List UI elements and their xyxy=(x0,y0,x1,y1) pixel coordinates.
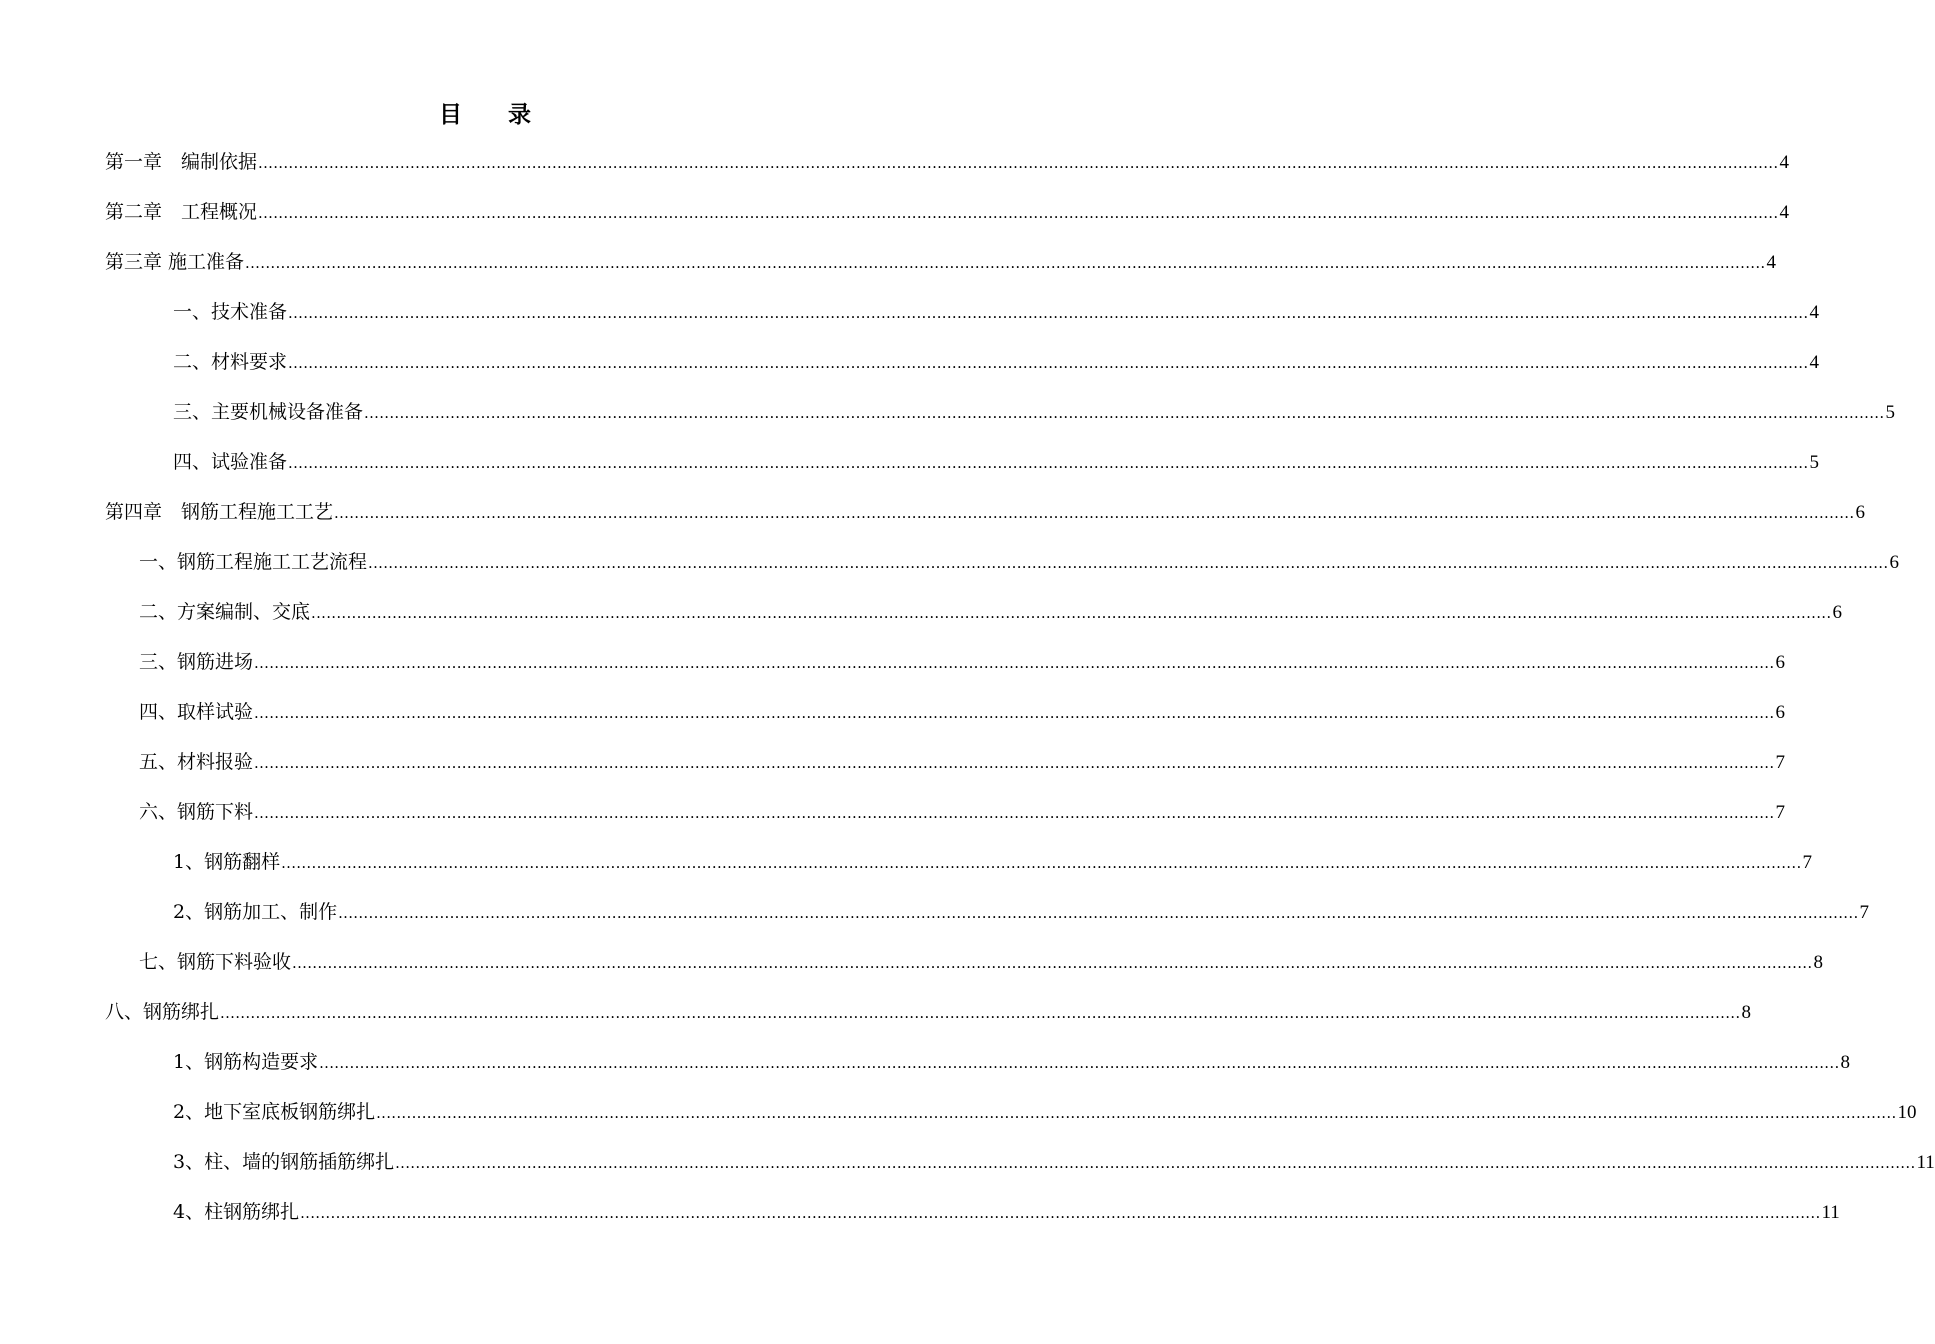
toc-entry[interactable] xyxy=(139,947,1823,977)
toc-entry[interactable] xyxy=(139,747,1785,777)
toc-entry[interactable] xyxy=(139,597,1842,627)
toc-page-number: 4 xyxy=(1779,152,1789,173)
toc-entry-text: 二、材料要求 xyxy=(173,351,288,373)
toc-entry[interactable] xyxy=(105,197,1789,227)
toc-entry-text: 四、试验准备 xyxy=(173,451,288,473)
toc-entry[interactable] xyxy=(173,1197,1840,1227)
toc-dot-leader: ............................................................................................................................................................................................................................................................................................................ xyxy=(254,704,1775,722)
toc-dot-leader: ............................................................................................................................................................................................................................................................................................................ xyxy=(376,1104,1897,1122)
toc-dot-leader: ............................................................................................................................................................................................................................................................................................................ xyxy=(258,154,1779,172)
toc-entry[interactable] xyxy=(173,447,1819,477)
toc-entry[interactable] xyxy=(139,797,1785,827)
toc-dot-leader: ............................................................................................................................................................................................................................................................................................................ xyxy=(334,504,1855,522)
toc-page-number: 7 xyxy=(1859,902,1870,923)
toc-entry-text: 第四章 钢筋工程施工工艺 xyxy=(105,501,334,523)
toc-page-number: 6 xyxy=(1775,652,1785,673)
toc-dot-leader: ............................................................................................................................................................................................................................................................................................................ xyxy=(245,254,1766,272)
toc-entry[interactable] xyxy=(173,1147,1935,1177)
toc-entry[interactable] xyxy=(173,1047,1851,1077)
toc-page-number: 4 xyxy=(1766,252,1776,273)
toc-page-number: 6 xyxy=(1855,502,1865,523)
toc-entry[interactable] xyxy=(173,847,1813,877)
toc-page-number: 8 xyxy=(1840,1052,1851,1073)
toc-page-number: 5 xyxy=(1885,402,1895,423)
toc-entry[interactable] xyxy=(173,1097,1917,1127)
toc-entry-text: 第二章 工程概况 xyxy=(105,201,258,223)
toc-entry-text: 3、柱、墙的钢筋插筋绑扎 xyxy=(173,1151,395,1173)
toc-dot-leader: ............................................................................................................................................................................................................................................................................................................ xyxy=(300,1204,1821,1222)
toc-page-number: 10 xyxy=(1897,1102,1917,1123)
toc-entry[interactable] xyxy=(105,247,1776,277)
toc-page-number: 6 xyxy=(1832,602,1842,623)
toc-dot-leader: ............................................................................................................................................................................................................................................................................................................ xyxy=(319,1054,1840,1072)
toc-entry-text: 一、技术准备 xyxy=(173,301,288,323)
toc-page-number: 7 xyxy=(1775,752,1785,773)
toc-page-number: 4 xyxy=(1809,302,1819,323)
toc-page-number: 6 xyxy=(1775,702,1785,723)
toc-page-number: 11 xyxy=(1821,1202,1840,1223)
toc-entry-text: 第三章 施工准备 xyxy=(105,251,245,273)
toc-dot-leader: ............................................................................................................................................................................................................................................................................................................ xyxy=(254,654,1775,672)
toc-page-number: 4 xyxy=(1809,352,1819,373)
toc-dot-leader: ............................................................................................................................................................................................................................................................................................................ xyxy=(364,404,1885,422)
toc-entry-text: 1、钢筋构造要求 xyxy=(173,1051,319,1073)
toc-entry-text: 八、钢筋绑扎 xyxy=(105,1001,220,1023)
toc-page-number: 8 xyxy=(1741,1002,1751,1023)
toc-entry-text: 五、材料报验 xyxy=(139,751,254,773)
toc-entry-text: 1、钢筋翻样 xyxy=(173,851,281,873)
toc-entry[interactable] xyxy=(173,347,1819,377)
toc-dot-leader: ............................................................................................................................................................................................................................................................................................................ xyxy=(395,1154,1916,1172)
toc-entry[interactable] xyxy=(105,997,1751,1027)
toc-entry-text: 七、钢筋下料验收 xyxy=(139,951,292,973)
toc-entry[interactable] xyxy=(105,147,1789,177)
toc-entry[interactable] xyxy=(139,547,1899,577)
toc-entry[interactable] xyxy=(173,897,1870,927)
toc-dot-leader: ............................................................................................................................................................................................................................................................................................................ xyxy=(254,804,1775,822)
toc-dot-leader: ............................................................................................................................................................................................................................................................................................................ xyxy=(220,1004,1741,1022)
toc-dot-leader: ............................................................................................................................................................................................................................................................................................................ xyxy=(288,454,1809,472)
toc-entry-text: 三、钢筋进场 xyxy=(139,651,254,673)
toc-page-number: 11 xyxy=(1916,1152,1935,1173)
toc-entry[interactable] xyxy=(139,647,1785,677)
toc-entry-text: 第一章 编制依据 xyxy=(105,151,258,173)
toc-dot-leader: ............................................................................................................................................................................................................................................................................................................ xyxy=(368,554,1889,572)
toc-dot-leader: ............................................................................................................................................................................................................................................................................................................ xyxy=(338,904,1859,922)
toc-entry-text: 四、取样试验 xyxy=(139,701,254,723)
toc-page-number: 6 xyxy=(1889,552,1899,573)
toc-entry[interactable] xyxy=(173,297,1819,327)
toc-entry-text: 一、钢筋工程施工工艺流程 xyxy=(139,551,368,573)
toc-entry[interactable] xyxy=(173,397,1895,427)
toc-page-number: 7 xyxy=(1802,852,1813,873)
toc-dot-leader: ............................................................................................................................................................................................................................................................................................................ xyxy=(288,354,1809,372)
toc-title: 目 录 xyxy=(439,101,531,128)
toc-entry-text: 2、钢筋加工、制作 xyxy=(173,901,338,923)
toc-entry-text: 2、地下室底板钢筋绑扎 xyxy=(173,1101,376,1123)
toc-page-number: 4 xyxy=(1779,202,1789,223)
toc-entry[interactable] xyxy=(139,697,1785,727)
toc-page-number: 5 xyxy=(1809,452,1819,473)
toc-page-number: 8 xyxy=(1813,952,1823,973)
toc-dot-leader: ............................................................................................................................................................................................................................................................................................................ xyxy=(254,754,1775,772)
toc-dot-leader: ............................................................................................................................................................................................................................................................................................................ xyxy=(288,304,1809,322)
toc-dot-leader: ............................................................................................................................................................................................................................................................................................................ xyxy=(258,204,1779,222)
toc-entry-text: 三、主要机械设备准备 xyxy=(173,401,364,423)
toc-page-number: 7 xyxy=(1775,802,1785,823)
toc-entry-text: 二、方案编制、交底 xyxy=(139,601,311,623)
toc-entry[interactable] xyxy=(105,497,1865,527)
toc-dot-leader: ............................................................................................................................................................................................................................................................................................................ xyxy=(281,854,1802,872)
toc-entry-text: 六、钢筋下料 xyxy=(139,801,254,823)
toc-dot-leader: ............................................................................................................................................................................................................................................................................................................ xyxy=(311,604,1832,622)
toc-dot-leader: ............................................................................................................................................................................................................................................................................................................ xyxy=(292,954,1813,972)
toc-entry-text: 4、柱钢筋绑扎 xyxy=(173,1201,300,1223)
